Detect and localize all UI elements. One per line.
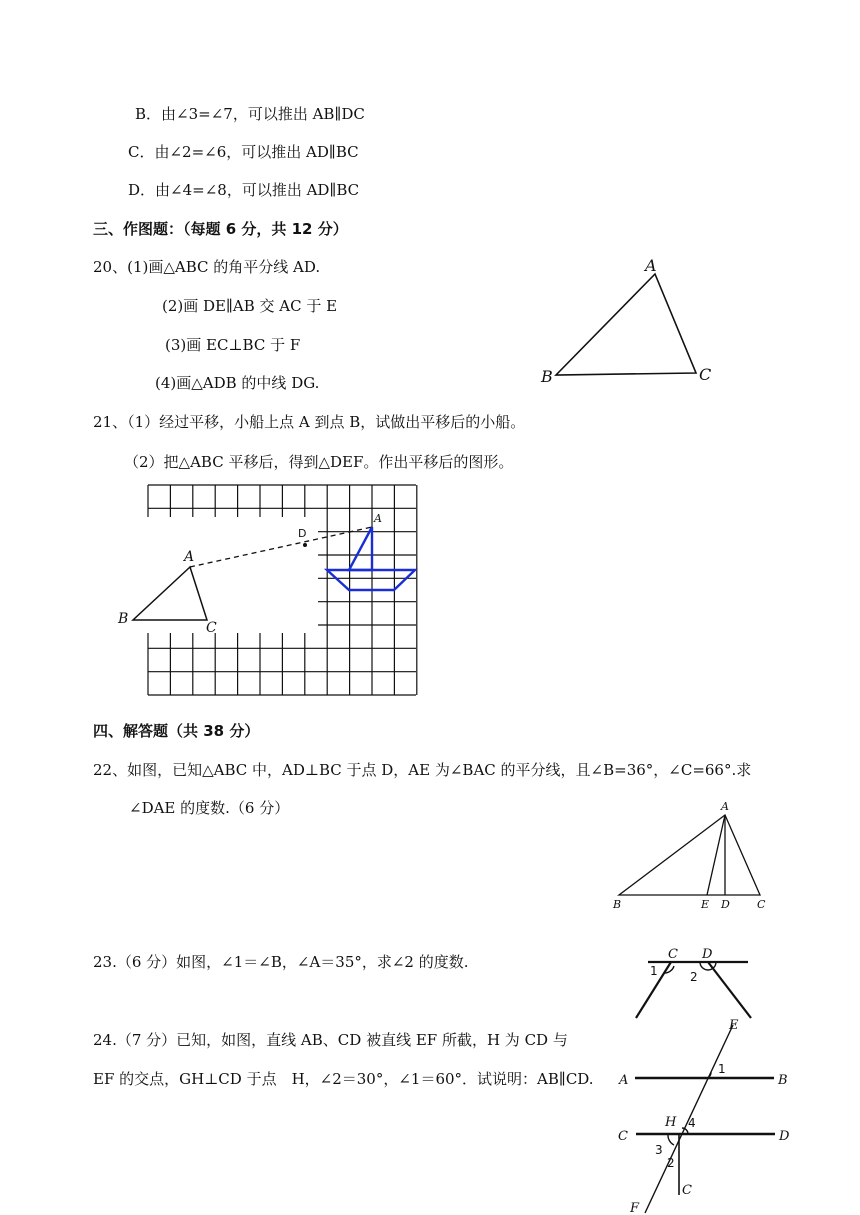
- q21-label-d: D: [298, 527, 307, 540]
- q23-line-1: 23.（6 分）如图，∠1＝∠B，∠A＝35°，求∠2 的度数.: [93, 953, 469, 971]
- choice-c: C．由∠2=∠6，可以推出 AD∥BC: [128, 143, 359, 161]
- q21-boat: [327, 527, 415, 590]
- q24-angle-3-arc: [668, 1134, 674, 1145]
- q21-boat-label-a: A: [374, 512, 382, 525]
- q21-boat-hull: [327, 570, 415, 590]
- q24-label-e: E: [729, 1018, 739, 1033]
- choice-d: D．由∠4=∠8，可以推出 AD∥BC: [128, 181, 360, 199]
- q24-label-2: 2: [667, 1156, 675, 1170]
- q24-line-1: 24.（7 分）已知，如图，直线 AB、CD 被直线 EF 所截，H 为 CD 与: [93, 1031, 568, 1049]
- q21-label-a: A: [184, 549, 195, 565]
- q24-label-h: H: [665, 1115, 677, 1130]
- q20-triangle: [556, 274, 696, 375]
- q21-label-b: B: [118, 611, 129, 627]
- q22-line-1: 22、如图，已知△ABC 中，AD⊥BC 于点 D，AE 为∠BAC 的平分线，且∠B=36°，∠C=66°.求: [93, 761, 752, 779]
- q20-line-2: (2)画 DE∥AB 交 AC 于 E: [162, 297, 338, 315]
- q22-triangle-figure: [612, 800, 766, 911]
- q22-label-d: D: [721, 898, 730, 911]
- q20-label-c: C: [699, 365, 712, 384]
- q24-label-b: B: [778, 1073, 788, 1088]
- q23-line-right: [708, 962, 751, 1018]
- section-4-heading: 四、解答题（共 38 分）: [93, 722, 260, 740]
- q24-label-a: A: [619, 1073, 629, 1088]
- q21-boat-sail: [349, 527, 372, 570]
- q20-label-b: B: [541, 367, 553, 386]
- q24-label-1: 1: [718, 1062, 726, 1076]
- q22-line-2: ∠DAE 的度数.（6 分）: [129, 799, 290, 817]
- q20-label-a: A: [645, 256, 657, 275]
- q21-grid-cutout: [112, 517, 318, 633]
- q20-line-3: (3)画 EC⊥BC 于 F: [165, 336, 301, 354]
- q21-point-d: [303, 543, 307, 547]
- q23-label-1: 1: [650, 964, 658, 978]
- q23-label-d: D: [702, 947, 713, 962]
- q24-label-4: 4: [688, 1116, 696, 1130]
- q21-line-2: （2）把△ABC 平移后，得到△DEF。作出平移后的图形。: [124, 453, 514, 471]
- q24-label-f: F: [630, 1201, 640, 1215]
- q21-grid-figure: [112, 485, 417, 695]
- q24-line-2: EF 的交点，GH⊥CD 于点 H，∠2＝30°，∠1＝60°．试说明：AB∥CD.: [93, 1070, 594, 1088]
- choice-b: B．由∠3=∠7，可以推出 AB∥DC: [135, 105, 365, 123]
- q20-line-4: (4)画△ADB 的中线 DG.: [155, 374, 320, 392]
- q24-label-g: C: [682, 1183, 692, 1198]
- q24-label-3: 3: [655, 1143, 663, 1157]
- q22-triangle: [619, 815, 760, 895]
- q22-label-a: A: [721, 800, 729, 813]
- q23-label-c: C: [668, 947, 678, 962]
- q20-line-1: 20、(1)画△ABC 的角平分线 AD.: [93, 258, 321, 276]
- q24-figure: [635, 1025, 775, 1213]
- q22-label-e: E: [701, 898, 710, 911]
- q23-label-2: 2: [690, 970, 698, 984]
- q22-label-b: B: [613, 898, 622, 911]
- q24-label-c: C: [618, 1129, 628, 1144]
- q20-triangle-figure: [540, 256, 711, 386]
- q24-label-d: D: [779, 1129, 790, 1144]
- q22-label-c: C: [757, 898, 766, 911]
- q21-line-1: 21、（1）经过平移，小船上点 A 到点 B，试做出平移后的小船。: [93, 413, 526, 431]
- q21-label-c: C: [206, 620, 217, 636]
- section-3-heading: 三、作图题：（每题 6 分，共 12 分）: [93, 220, 348, 238]
